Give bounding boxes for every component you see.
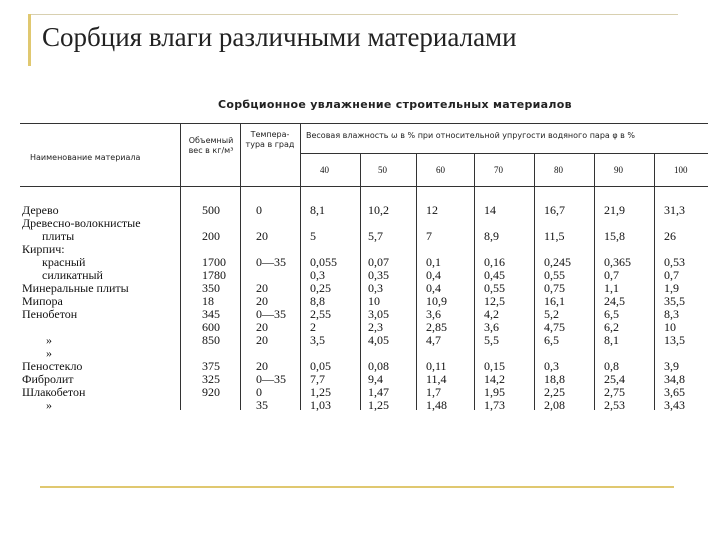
volume-weight-value: 325: [202, 372, 220, 386]
moisture-value: 0,25: [310, 281, 331, 295]
table-caption: Сорбционное увлажнение строительных материалов: [218, 98, 572, 111]
moisture-value: 3,65: [664, 385, 685, 399]
moisture-value: 2,25: [544, 385, 565, 399]
moisture-value: 0,3: [368, 281, 383, 295]
moisture-value: 2,08: [544, 398, 565, 412]
moisture-value: 8,1: [310, 203, 325, 217]
moisture-value: 6,5: [604, 307, 619, 321]
moisture-value: 1,1: [604, 281, 619, 295]
material-name: »: [46, 333, 52, 347]
humidity-level-50: 50: [378, 165, 387, 175]
moisture-value: 31,3: [664, 203, 685, 217]
moisture-value: 5,7: [368, 229, 383, 243]
humidity-level-70: 70: [494, 165, 503, 175]
moisture-value: 3,6: [484, 320, 499, 334]
moisture-value: 0,365: [604, 255, 631, 269]
humidity-level-40: 40: [320, 165, 329, 175]
header-moisture-group: Весовая влажность ω в % при относительной упругости водяного пара φ в %: [306, 131, 636, 140]
moisture-value: 8,9: [484, 229, 499, 243]
humidity-level-90: 90: [614, 165, 623, 175]
moisture-value: 16,1: [544, 294, 565, 308]
moisture-value: 12,5: [484, 294, 505, 308]
moisture-value: 13,5: [664, 333, 685, 347]
temperature-value: 20: [256, 333, 268, 347]
material-name: Минеральные плиты: [22, 281, 129, 295]
moisture-value: 0,245: [544, 255, 571, 269]
temperature-value: 20: [256, 281, 268, 295]
moisture-value: 2,3: [368, 320, 383, 334]
moisture-value: 0,4: [426, 268, 441, 282]
col-divider-4: [360, 153, 361, 410]
moisture-value: 4,75: [544, 320, 565, 334]
moisture-value: 4,05: [368, 333, 389, 347]
temperature-value: 20: [256, 320, 268, 334]
moisture-value: 34,8: [664, 372, 685, 386]
moisture-value: 8,3: [664, 307, 679, 321]
moisture-value: 3,9: [664, 359, 679, 373]
temperature-value: 20: [256, 359, 268, 373]
moisture-value: 25,4: [604, 372, 625, 386]
moisture-value: 14: [484, 203, 496, 217]
moisture-value: 1,03: [310, 398, 331, 412]
moisture-value: 6,2: [604, 320, 619, 334]
moisture-value: 16,7: [544, 203, 565, 217]
moisture-value: 1,48: [426, 398, 447, 412]
table-top-rule: [20, 123, 708, 124]
col-divider-8: [594, 153, 595, 410]
header-temperature: Темпера-тура в град: [245, 130, 295, 149]
moisture-value: 0,3: [544, 359, 559, 373]
moisture-value: 7: [426, 229, 432, 243]
moisture-value: 10,2: [368, 203, 389, 217]
moisture-value: 11,5: [544, 229, 565, 243]
moisture-value: 4,7: [426, 333, 441, 347]
col-divider-7: [534, 153, 535, 410]
moisture-value: 2,85: [426, 320, 447, 334]
temperature-value: 0: [256, 203, 262, 217]
header-name: Наименование материала: [30, 153, 141, 162]
moisture-value: 24,5: [604, 294, 625, 308]
moisture-value: 10,9: [426, 294, 447, 308]
sorption-table: [20, 120, 708, 410]
moisture-value: 5,2: [544, 307, 559, 321]
moisture-value: 0,07: [368, 255, 389, 269]
moisture-value: 35,5: [664, 294, 685, 308]
material-name: »: [46, 398, 52, 412]
moisture-value: 1,95: [484, 385, 505, 399]
moisture-value: 0,16: [484, 255, 505, 269]
volume-weight-value: 350: [202, 281, 220, 295]
moisture-value: 1,73: [484, 398, 505, 412]
col-divider-5: [416, 153, 417, 410]
moisture-value: 9,4: [368, 372, 383, 386]
material-name: Дерево: [22, 203, 59, 217]
moisture-value: 1,7: [426, 385, 441, 399]
moisture-value: 0,11: [426, 359, 447, 373]
moisture-value: 1,47: [368, 385, 389, 399]
material-name: Шлакобетон: [22, 385, 86, 399]
material-name: Древесно-волокнистые: [22, 216, 141, 230]
moisture-value: 0,55: [544, 268, 565, 282]
volume-weight-value: 1780: [202, 268, 226, 282]
moisture-value: 21,9: [604, 203, 625, 217]
moisture-value: 5: [310, 229, 316, 243]
humidity-level-80: 80: [554, 165, 563, 175]
moisture-value: 26: [664, 229, 676, 243]
header-volume-weight: Объемный вес в кг/м³: [188, 136, 234, 155]
material-name: силикатный: [42, 268, 103, 282]
temperature-value: 0—35: [256, 255, 286, 269]
volume-weight-value: 600: [202, 320, 220, 334]
bottom-rule: [40, 486, 674, 488]
moisture-value: 0,055: [310, 255, 337, 269]
volume-weight-value: 920: [202, 385, 220, 399]
moisture-value: 10: [664, 320, 676, 334]
volume-weight-value: 18: [202, 294, 214, 308]
col-divider-1: [180, 123, 181, 410]
moisture-value: 0,4: [426, 281, 441, 295]
moisture-value: 0,35: [368, 268, 389, 282]
temperature-value: 35: [256, 398, 268, 412]
subheader-rule: [300, 153, 708, 154]
temperature-value: 0—35: [256, 307, 286, 321]
moisture-value: 5,5: [484, 333, 499, 347]
moisture-value: 2: [310, 320, 316, 334]
moisture-value: 0,05: [310, 359, 331, 373]
temperature-value: 20: [256, 294, 268, 308]
material-name: Пенобетон: [22, 307, 78, 321]
moisture-value: 11,4: [426, 372, 447, 386]
moisture-value: 4,2: [484, 307, 499, 321]
col-divider-9: [654, 153, 655, 410]
moisture-value: 0,3: [310, 268, 325, 282]
left-accent-bar: [28, 14, 31, 66]
slide-title: Сорбция влаги различными материалами: [42, 22, 517, 52]
moisture-value: 0,1: [426, 255, 441, 269]
moisture-value: 1,9: [664, 281, 679, 295]
humidity-level-100: 100: [674, 165, 688, 175]
moisture-value: 0,08: [368, 359, 389, 373]
temperature-value: 20: [256, 229, 268, 243]
moisture-value: 7,7: [310, 372, 325, 386]
moisture-value: 0,55: [484, 281, 505, 295]
col-divider-3: [300, 123, 301, 410]
moisture-value: 3,05: [368, 307, 389, 321]
material-name: Мипора: [22, 294, 63, 308]
material-name: плиты: [42, 229, 75, 243]
material-name: Фибролит: [22, 372, 74, 386]
moisture-value: 1,25: [310, 385, 331, 399]
material-name: Пеностекло: [22, 359, 83, 373]
temperature-value: 0: [256, 385, 262, 399]
col-divider-2: [240, 123, 241, 410]
moisture-value: 0,53: [664, 255, 685, 269]
moisture-value: 15,8: [604, 229, 625, 243]
moisture-value: 0,7: [664, 268, 679, 282]
col-divider-6: [474, 153, 475, 410]
header-bottom-rule: [20, 186, 708, 187]
temperature-value: 0—35: [256, 372, 286, 386]
moisture-value: 8,1: [604, 333, 619, 347]
moisture-value: 2,55: [310, 307, 331, 321]
volume-weight-value: 345: [202, 307, 220, 321]
moisture-value: 3,5: [310, 333, 325, 347]
moisture-value: 0,15: [484, 359, 505, 373]
moisture-value: 12: [426, 203, 438, 217]
moisture-value: 1,25: [368, 398, 389, 412]
volume-weight-value: 375: [202, 359, 220, 373]
humidity-level-60: 60: [436, 165, 445, 175]
material-name: »: [46, 346, 52, 360]
volume-weight-value: 200: [202, 229, 220, 243]
material-name: красный: [42, 255, 86, 269]
moisture-value: 0,45: [484, 268, 505, 282]
moisture-value: 2,53: [604, 398, 625, 412]
moisture-value: 0,7: [604, 268, 619, 282]
moisture-value: 18,8: [544, 372, 565, 386]
volume-weight-value: 500: [202, 203, 220, 217]
moisture-value: 0,8: [604, 359, 619, 373]
moisture-value: 8,8: [310, 294, 325, 308]
material-name: Кирпич:: [22, 242, 65, 256]
moisture-value: 2,75: [604, 385, 625, 399]
moisture-value: 3,43: [664, 398, 685, 412]
volume-weight-value: 1700: [202, 255, 226, 269]
moisture-value: 10: [368, 294, 380, 308]
moisture-value: 6,5: [544, 333, 559, 347]
moisture-value: 0,75: [544, 281, 565, 295]
moisture-value: 14,2: [484, 372, 505, 386]
volume-weight-value: 850: [202, 333, 220, 347]
top-rule: [28, 14, 678, 15]
moisture-value: 3,6: [426, 307, 441, 321]
